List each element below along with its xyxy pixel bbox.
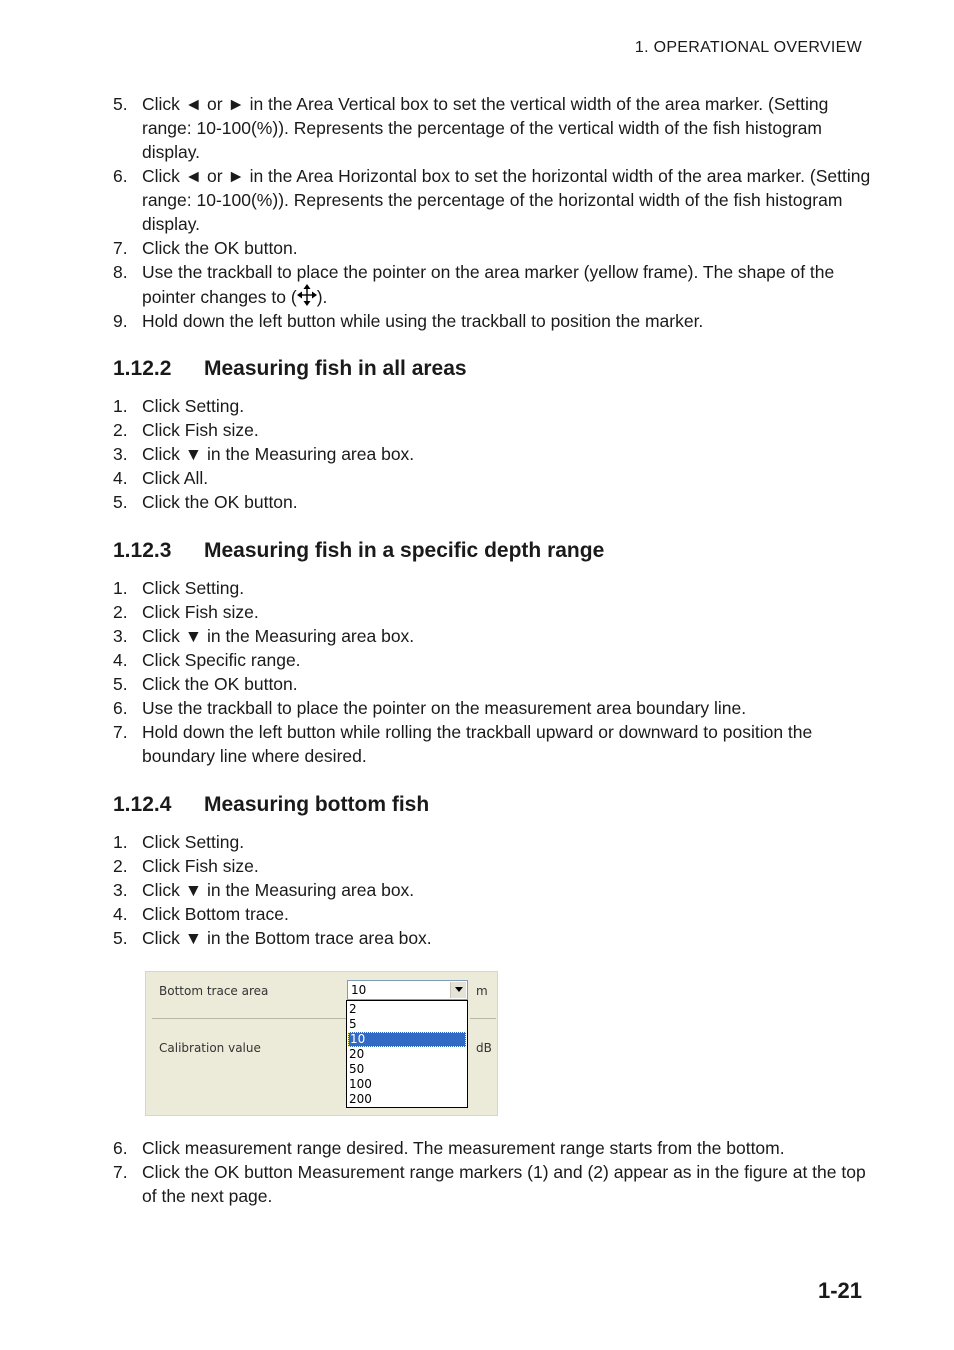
dropdown-option[interactable]: 200	[349, 1092, 372, 1106]
section-heading: 1.12.3 Measuring fish in a specific depth range	[113, 539, 605, 562]
calibration-unit: dB	[476, 1041, 492, 1055]
list-item: 1. Click Setting.	[113, 396, 245, 416]
list-item: 1. Click Setting.	[113, 578, 245, 598]
divider	[152, 1018, 352, 1019]
step-list	[113, 394, 873, 514]
chevron-down-icon	[455, 987, 463, 992]
selected-value: 10	[351, 983, 367, 997]
move-pointer-icon	[297, 284, 317, 306]
list-item: 5. Click the OK button.	[113, 492, 298, 512]
list-item: 9. Hold down the left button while using the trackball to position the marker.	[113, 311, 704, 331]
step-text: Use the trackball to place the pointer on the area marker (yellow frame). The shape of the pointer changes to (	[142, 262, 835, 307]
bottom-trace-dialog-figure	[145, 971, 498, 1116]
step-list-continued	[113, 1136, 873, 1208]
intro-step-list	[113, 92, 873, 333]
list-item: 2. Click Fish size.	[113, 856, 259, 876]
divider	[470, 1018, 496, 1019]
list-item: 7. Click the OK button.	[113, 238, 298, 258]
list-item: 2. Click Fish size.	[113, 420, 259, 440]
bottom-trace-area-select[interactable]	[347, 980, 468, 1000]
list-item: 5. Click the OK button.	[113, 674, 298, 694]
list-item: 4. Click Bottom trace.	[113, 904, 289, 924]
list-item: 6. Use the trackball to place the pointer on the measurement area boundary line.	[113, 698, 747, 718]
bottom-trace-unit: m	[476, 984, 488, 998]
list-item: 3. Click ▼ in the Measuring area box.	[113, 444, 415, 464]
step-text: Click ◄ or ► in the Area Vertical box to set the vertical width of the area marker. (Setting range: 10-100(%)). Represents the percentage of the vertical width of the fish histogram display.	[142, 94, 829, 162]
section-heading: 1.12.4 Measuring bottom fish	[113, 793, 430, 816]
list-item: 8. Use the trackball to place the pointer on the area marker (yellow frame). The shape of the pointer changes to ( ).	[113, 262, 835, 307]
list-item: 4. Click Specific range.	[113, 650, 301, 670]
dropdown-option[interactable]: 20	[349, 1047, 365, 1061]
bottom-trace-area-label: Bottom trace area	[159, 984, 269, 998]
list-item: 4. Click All.	[113, 468, 209, 488]
dropdown-option[interactable]: 5	[349, 1017, 357, 1031]
step-list	[113, 576, 873, 768]
running-head: 1. OPERATIONAL OVERVIEW	[634, 39, 862, 56]
step-text: Click the OK button.	[142, 238, 298, 258]
dropdown-button[interactable]	[450, 982, 466, 998]
step-list	[113, 830, 873, 950]
list-item: 7. Click the OK button Measurement range markers (1) and (2) appear as in the figure at the top of the next page.	[113, 1162, 866, 1206]
list-item: 3. Click ▼ in the Measuring area box.	[113, 880, 415, 900]
step-text-end: ).	[316, 287, 328, 307]
step-text: Click ◄ or ► in the Area Horizontal box to set the horizontal width of the area marker. (Setting range: 10-100(%)). Represents the percentage of the horizontal width of the fish histogram display.	[142, 166, 871, 234]
section-heading: 1.12.2 Measuring fish in all areas	[113, 357, 467, 380]
calibration-value-label: Calibration value	[159, 1041, 261, 1055]
dropdown-option-selected[interactable]: 10	[348, 1032, 466, 1047]
dropdown-option[interactable]: 50	[349, 1062, 365, 1076]
step-text: Hold down the left button while using the trackball to position the marker.	[142, 311, 704, 331]
dropdown-option[interactable]: 2	[349, 1002, 357, 1016]
dropdown-option[interactable]: 100	[349, 1077, 372, 1091]
list-item: 5. Click ◄ or ► in the Area Vertical box to set the vertical width of the area marker. (Setting range: 10-100(%)). Represents the percentage of the vertical width of the fish histogram display.	[113, 94, 829, 162]
list-item: 3. Click ▼ in the Measuring area box.	[113, 626, 415, 646]
list-item: 6. Click ◄ or ► in the Area Horizontal box to set the horizontal width of the area marker. (Setting range: 10-100(%)). Represents the percentage of the horizontal width of the fish histogram display.	[113, 166, 871, 234]
dropdown-list	[346, 1000, 468, 1108]
list-item: 6. Click measurement range desired. The measurement range starts from the bottom.	[113, 1138, 785, 1158]
list-item: 7. Hold down the left button while rolling the trackball upward or downward to position the boundary line where desired.	[113, 722, 813, 766]
list-item: 5. Click ▼ in the Bottom trace area box.	[113, 928, 432, 948]
page-number: 1-21	[817, 1278, 862, 1303]
list-item: 1. Click Setting.	[113, 832, 245, 852]
list-item: 2. Click Fish size.	[113, 602, 259, 622]
